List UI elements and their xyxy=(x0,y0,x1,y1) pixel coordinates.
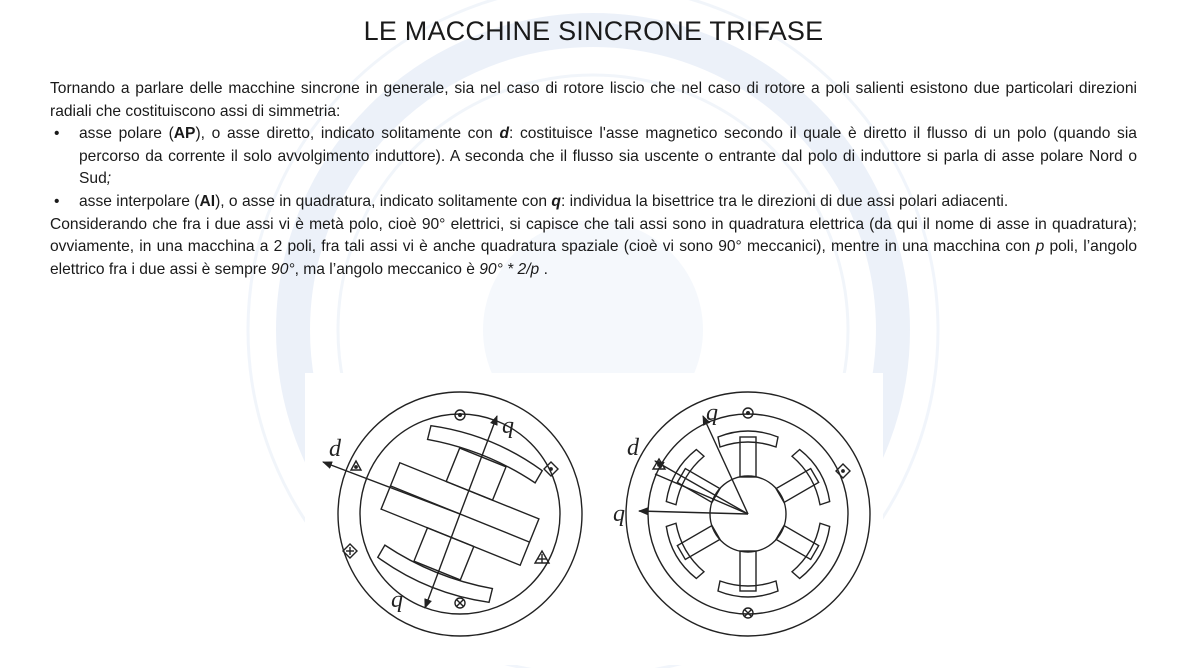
right-pole-240 xyxy=(661,507,731,582)
left-pole-body-bottom xyxy=(414,528,474,580)
right-q-axis-arrow-left xyxy=(639,511,748,514)
left-conductor-triangle-dot xyxy=(351,461,361,470)
right-conductor-dot-top xyxy=(743,408,753,418)
left-conductor-triangle-cross xyxy=(535,551,549,563)
left-q-label-top: q xyxy=(502,413,514,439)
right-conductor-cross-bottom xyxy=(743,608,753,618)
left-q-axis-arrow-bottom xyxy=(425,514,460,608)
bullet-marker: • xyxy=(54,125,60,143)
bullet-list xyxy=(50,123,1137,213)
right-extra-axis-line xyxy=(655,474,748,514)
right-pole-0 xyxy=(718,431,778,477)
left-q-label-bottom: q xyxy=(391,587,403,613)
closing-italic-p: p xyxy=(1035,238,1045,256)
intro-paragraph: Tornando a parlare delle macchine sincrone in generale, sia nel caso di rotore liscio che nel caso di rotore a poli salienti esistono due particolari direzioni radiali che costituiscono assi di simmetria: xyxy=(50,80,1137,120)
bullet-strong-ap: AP xyxy=(173,125,196,143)
right-q-label-left: q xyxy=(613,501,625,527)
left-pole-body-top xyxy=(446,448,506,500)
bullet-symbol-q: q xyxy=(551,192,561,210)
page-title: LE MACCHINE SINCRONE TRIFASE xyxy=(363,16,824,46)
closing-text: Considerando che fra i due assi vi è metà polo, cioè 90° elettrici, si capisce che tali assi sono in quadratura elettrica (da qui il nome di asse in quadratura); ovviamente, in una macchina a 2 poli, fra tali assi vi è anche quadratura spaziale (cioè vi sono 90° meccanici), mentre in una macchina con xyxy=(50,215,1137,256)
body-text xyxy=(50,78,1137,281)
left-d-label: d xyxy=(329,436,341,462)
bullet-strong-ai: AI xyxy=(199,192,216,210)
bullet-text: asse interpolare ( xyxy=(79,192,200,210)
closing-italic-formula: 90° * 2/p xyxy=(479,260,540,278)
left-machine-2-pole xyxy=(323,392,582,636)
bullet-text: ; xyxy=(106,170,112,188)
bullet-text: ), o asse in quadratura, indicato solitamente con xyxy=(215,192,552,210)
closing-text: , ma l’angolo meccanico è xyxy=(294,260,480,278)
left-d-axis-arrow xyxy=(323,462,460,514)
left-conductor-dot-top xyxy=(455,410,465,420)
bullet-item-polar-axis xyxy=(50,123,1137,191)
closing-paragraph xyxy=(50,214,1137,282)
bullet-text: asse polare ( xyxy=(79,125,174,143)
bullet-marker: • xyxy=(54,192,60,210)
bullet-text: ), o asse diretto, indicato solitamente con xyxy=(195,125,500,143)
bullet-text: : individua la bisettrice tra le direzioni di due assi polari adiacenti. xyxy=(560,192,1009,210)
right-pole-180 xyxy=(718,551,778,597)
closing-text: poli, l’angolo elettrico fra i due assi è sempre xyxy=(50,238,1137,278)
right-pole-60 xyxy=(765,447,835,522)
machine-diagram-figure xyxy=(305,373,883,665)
bullet-text: : costituisce l'asse magnetico secondo il quale è diretto il flusso di un polo (quando sia percorso da corrente il solo avvolgimento induttore). A seconda che il flusso sia uscente o entrante dal polo di induttore si parla di asse polare Nord o Sud xyxy=(79,125,1137,188)
left-pole-shoe-top xyxy=(426,419,545,484)
bullet-item-interpolar-axis xyxy=(50,191,1137,214)
closing-italic-90: 90° xyxy=(271,260,295,278)
right-q-label-top: q xyxy=(706,400,718,426)
right-pole-120 xyxy=(765,507,835,582)
right-machine-6-pole xyxy=(626,392,870,636)
right-d-label: d xyxy=(627,435,639,461)
closing-text: . xyxy=(539,260,548,278)
left-conductor-cross-bottom xyxy=(455,598,465,608)
bullet-symbol-d: d xyxy=(499,125,509,143)
